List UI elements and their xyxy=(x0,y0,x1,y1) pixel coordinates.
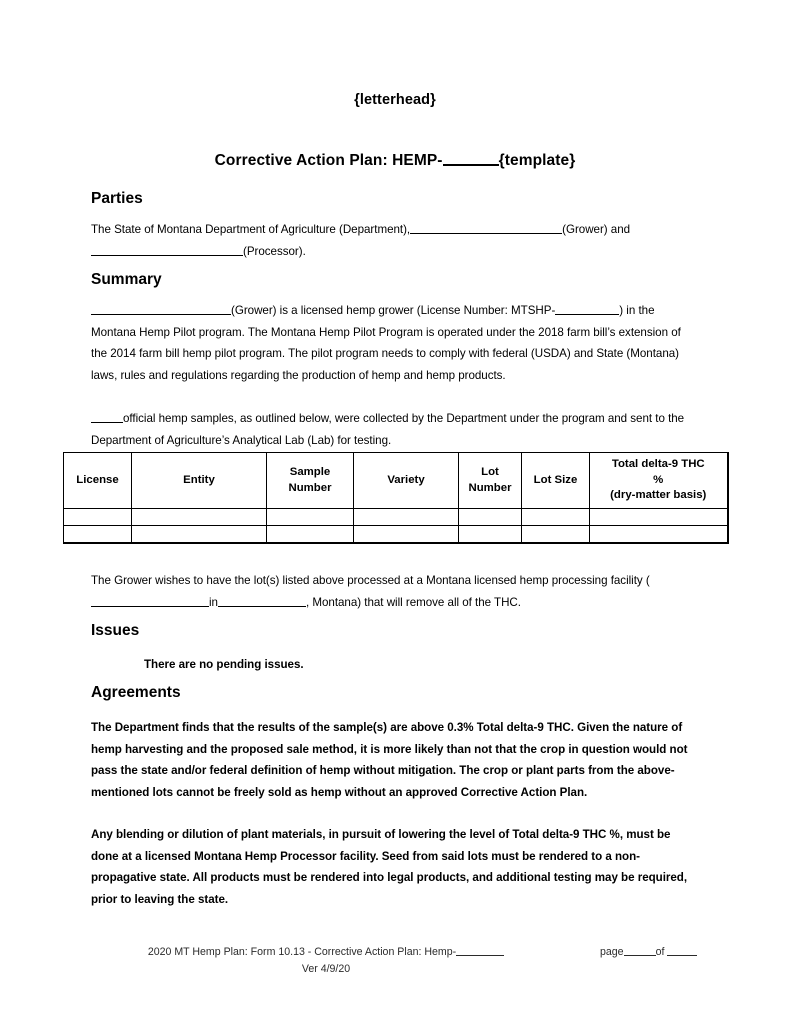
column-header-license-label: License xyxy=(76,473,119,486)
agreements-paragraph-2 xyxy=(91,824,699,910)
column-header-lot-number-l2: Number xyxy=(468,481,512,494)
footer-page-blank[interactable] xyxy=(624,943,656,956)
cell-total-thc[interactable] xyxy=(590,509,728,526)
footer-hemp-number-blank[interactable] xyxy=(456,943,504,956)
issues-body xyxy=(91,654,699,676)
cell-variety[interactable] xyxy=(354,526,459,543)
letterhead: {letterhead} xyxy=(354,92,436,108)
column-header-total-thc xyxy=(590,453,728,509)
issues-text: There are no pending issues. xyxy=(144,658,304,671)
summary-grower-blank[interactable] xyxy=(91,302,231,315)
column-header-variety xyxy=(354,453,459,509)
summary-paragraph-2 xyxy=(91,408,699,451)
summary-text-block-1 xyxy=(91,300,699,386)
summary-text-block-2 xyxy=(91,408,699,451)
grower-name-blank[interactable] xyxy=(410,221,562,234)
cell-entity[interactable] xyxy=(132,509,267,526)
section-agreements xyxy=(91,684,699,701)
section-parties xyxy=(91,190,699,207)
column-header-total-thc-l1: Total delta-9 THC xyxy=(611,458,705,471)
footer-total-pages-blank[interactable] xyxy=(667,943,697,956)
column-header-lot-number xyxy=(459,453,522,509)
footer-page-label: page xyxy=(600,946,624,958)
agreements-heading: Agreements xyxy=(91,684,181,701)
agreements-text-1: The Department finds that the results of the sample(s) are above 0.3% Total delta-9 THC. Given the nature of hemp harvesting and the proposed sale method, it is more likely than not that the crop in question would not pass the state and/or federal definition of hemp without mitigation. The crop or plant parts from the above-mentioned lots cannot be freely sold as hemp without an approved Corrective Action Plan. xyxy=(91,721,688,799)
sample-count-blank[interactable] xyxy=(91,410,123,423)
cell-license[interactable] xyxy=(64,526,132,543)
column-header-lot-size xyxy=(522,453,590,509)
section-summary xyxy=(91,271,699,288)
processing-paragraph xyxy=(91,570,699,613)
processor-name-blank[interactable] xyxy=(91,243,243,256)
footer-page-number xyxy=(600,943,740,961)
processing-text-b: in xyxy=(209,595,218,609)
sample-table xyxy=(63,452,729,544)
processing-text-block xyxy=(91,570,699,613)
agreements-text-2: Any blending or dilution of plant materials, in pursuit of lowering the level of Total delta-9 THC %, must be done at a licensed Montana Hemp Processor facility. Seed from said lots must be rendered to a non-propagative state. All products must be rendered into legal products, and additional testing may be required, prior to leaving the state. xyxy=(91,828,688,906)
processing-text-a: The Grower wishes to have the lot(s) listed above processed at a Montana licensed hemp processing facility ( xyxy=(91,574,650,587)
column-header-license xyxy=(64,453,132,509)
table-row xyxy=(64,526,728,543)
footer-of-label: of xyxy=(655,946,665,958)
cell-variety[interactable] xyxy=(354,509,459,526)
title-blank-field[interactable] xyxy=(443,152,499,166)
column-header-sample-number-l2: Number xyxy=(288,481,332,494)
page-title xyxy=(0,152,790,170)
column-header-lot-number-l1: Lot xyxy=(481,466,499,478)
facility-name-blank[interactable] xyxy=(91,594,209,607)
section-issues xyxy=(91,622,699,639)
cell-sample-number[interactable] xyxy=(267,509,354,526)
cell-sample-number[interactable] xyxy=(267,526,354,543)
footer-version: Ver 4/9/20 xyxy=(301,963,351,975)
parties-paragraph xyxy=(91,219,699,262)
column-header-sample-number xyxy=(267,453,354,509)
page-title-suffix: {template} xyxy=(498,152,576,169)
summary-text-b: ) in the Montana Hemp Pilot program. The Montana Hemp Pilot Program is operated under the 2018 farm bill’s extension of the 2014 farm bill hemp pilot program. The pilot program needs to comply with federal (USDA) and State (Montana) laws, rules and regulations regarding the production of hemp and hemp products. xyxy=(91,304,681,382)
column-header-entity xyxy=(132,453,267,509)
parties-text-a: The State of Montana Department of Agriculture (Department), xyxy=(91,223,411,236)
footer-form-reference xyxy=(91,943,561,978)
table-row xyxy=(64,509,728,526)
footer-form-text: 2020 MT Hemp Plan: Form 10.13 - Corrective Action Plan: Hemp- xyxy=(147,946,457,958)
parties-heading: Parties xyxy=(91,190,143,207)
cell-lot-size[interactable] xyxy=(522,526,590,543)
processing-text-c: , Montana) that will remove all of the THC. xyxy=(305,595,521,609)
agreements-paragraph-1 xyxy=(91,717,699,803)
issues-heading: Issues xyxy=(91,622,140,639)
summary-text-a: (Grower) is a licensed hemp grower (License Number: MTSHP- xyxy=(231,304,556,317)
facility-city-blank[interactable] xyxy=(218,594,306,607)
cell-lot-size[interactable] xyxy=(522,509,590,526)
parties-text-b: (Grower) and xyxy=(562,223,631,236)
summary-text-c: official hemp samples, as outlined below, were collected by the Department under the program and sent to the Department of Agriculture’s Analytical Lab (Lab) for testing. xyxy=(91,412,685,447)
column-header-total-thc-l2: % xyxy=(653,473,664,486)
parties-body xyxy=(91,219,699,262)
cell-lot-number[interactable] xyxy=(459,526,522,543)
column-header-variety-label: Variety xyxy=(387,473,425,486)
column-header-lot-size-label: Lot Size xyxy=(533,473,578,486)
cell-lot-number[interactable] xyxy=(459,509,522,526)
cell-total-thc[interactable] xyxy=(590,526,728,543)
column-header-total-thc-l3: (dry-matter basis) xyxy=(610,489,707,502)
footer-form-line-1 xyxy=(148,946,504,958)
table-header-row xyxy=(64,453,728,509)
page-title-prefix: Corrective Action Plan: HEMP- xyxy=(214,152,443,169)
column-header-entity-label: Entity xyxy=(183,473,215,486)
parties-text-c: (Processor). xyxy=(243,244,306,258)
license-number-blank[interactable] xyxy=(555,302,619,315)
cell-license[interactable] xyxy=(64,509,132,526)
summary-heading: Summary xyxy=(91,271,162,288)
cell-entity[interactable] xyxy=(132,526,267,543)
page-footer xyxy=(0,943,790,983)
column-header-sample-number-l1: Sample xyxy=(289,466,331,478)
summary-paragraph-1 xyxy=(91,300,699,386)
